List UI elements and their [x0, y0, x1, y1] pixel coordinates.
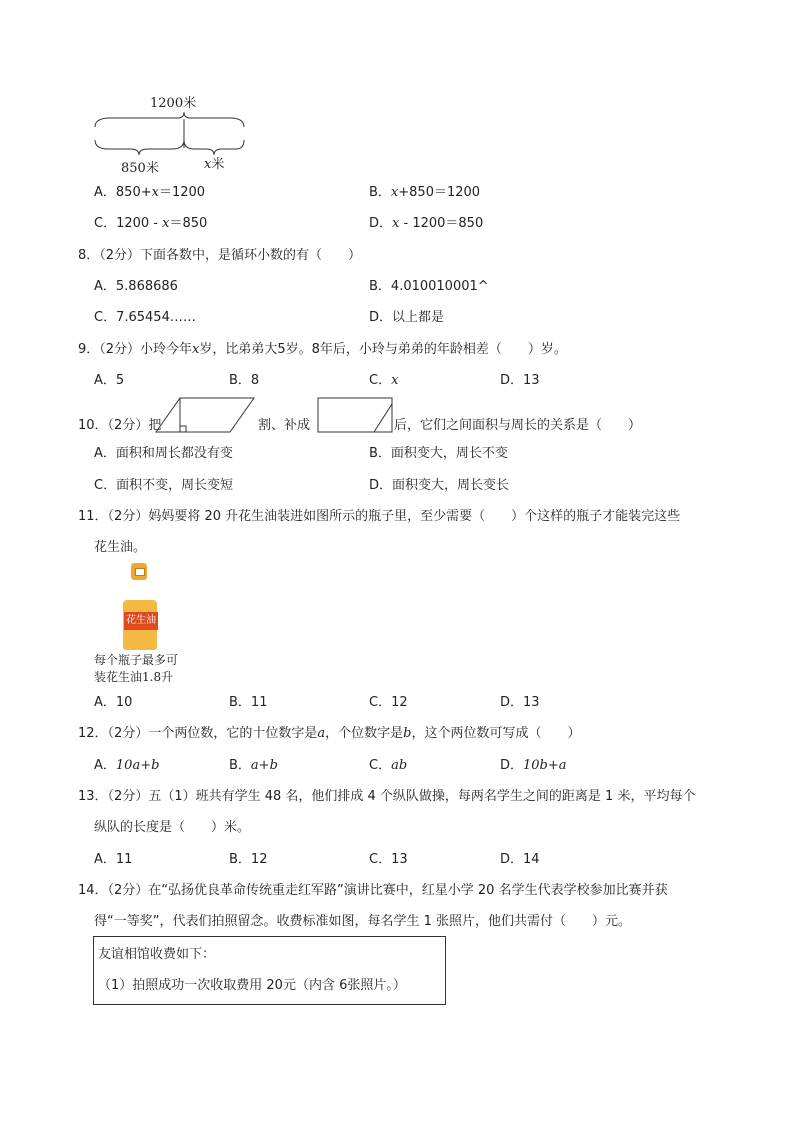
q8-option-a[interactable]: A．5.868686: [94, 279, 178, 294]
q9-option-d[interactable]: D．13: [500, 373, 540, 388]
q11-caption-line1: 每个瓶子最多可: [94, 653, 179, 667]
q12-option-b[interactable]: B．a+b: [229, 758, 278, 773]
price-box: [93, 936, 446, 1005]
q7-option-a[interactable]: A．850+x＝1200: [94, 185, 206, 200]
q10-stem-a: 10．（2分）把: [78, 418, 162, 433]
q7-total-label: 1200米: [150, 96, 197, 111]
q7-option-d[interactable]: D．x - 1200＝850: [369, 216, 484, 231]
q7-option-b[interactable]: B．x+850＝1200: [369, 185, 481, 200]
q11-option-b[interactable]: B．11: [229, 695, 268, 710]
q9-option-a[interactable]: A．5: [94, 373, 125, 388]
q13-option-a[interactable]: A．11: [94, 852, 133, 867]
q10-option-b[interactable]: B．面积变大，周长不变: [369, 446, 508, 461]
q8-option-b[interactable]: B．4.010010001^: [369, 279, 489, 294]
price-box-title: 友谊相馆收费如下：: [98, 947, 216, 962]
rectangle-shape: [318, 398, 392, 432]
q7-right-var: x: [204, 157, 212, 172]
q11-stem-line1: 11．（2分）妈妈要将 20 升花生油装进如图所示的瓶子里，至少需要（ ）个这样的瓶子才能装完这些: [78, 509, 681, 524]
q11-option-c[interactable]: C．12: [369, 695, 408, 710]
q10-option-a[interactable]: A．面积和周长都没有变: [94, 446, 233, 461]
q10-option-c[interactable]: C．面积不变，周长变短: [94, 478, 234, 493]
q14-stem-line2: 得“一等奖”，代表们拍照留念。收费标准如图，每名学生 1 张照片，他们共需付（ ）元。: [94, 914, 632, 929]
q12-option-a[interactable]: A．10a+b: [94, 758, 160, 773]
bottle-cap-inner: [135, 568, 145, 576]
q8-option-c[interactable]: C．7.65454……: [94, 310, 196, 325]
q11-option-a[interactable]: A．10: [94, 695, 133, 710]
q10-stem-c: 后，它们之间面积与周长的关系是（ ）: [394, 418, 642, 433]
q13-option-d[interactable]: D．14: [500, 852, 540, 867]
q9-option-b[interactable]: B．8: [229, 373, 260, 388]
q12-option-d[interactable]: D．10b+a: [500, 758, 567, 773]
parallelogram-shape: [156, 398, 254, 432]
q8-option-d[interactable]: D．以上都是: [369, 310, 445, 325]
q12-stem: 12．（2分）一个两位数，它的十位数字是a，个位数字是b，这个两位数可写成（ ）: [78, 726, 581, 741]
q13-stem-line2: 纵队的长度是（ ）米。: [94, 820, 251, 835]
q9-option-c[interactable]: C．x: [369, 373, 399, 388]
q12-option-c[interactable]: C．ab: [369, 758, 408, 773]
price-box-rule: （1）拍照成功一次收取费用 20元（内含 6张照片。）: [98, 978, 406, 993]
q9-stem: 9．（2分）小玲今年x岁，比弟弟大5岁。8年后，小玲与弟弟的年龄相差（ ）岁。: [78, 342, 567, 357]
q10-stem-b: 割、补成: [258, 418, 311, 433]
q11-option-d[interactable]: D．13: [500, 695, 540, 710]
q8-stem: 8．（2分）下面各数中，是循环小数的有（ ）: [78, 248, 362, 263]
q13-option-b[interactable]: B．12: [229, 852, 268, 867]
q14-stem-line1: 14．（2分）在“弘扬优良革命传统重走红军路”演讲比赛中，红星小学 20 名学生代表学校参加比赛并获: [78, 883, 668, 898]
q11-stem-line2: 花生油。: [94, 540, 147, 555]
q7-option-c[interactable]: C．1200 - x＝850: [94, 216, 208, 231]
bottle-label: 花生油: [124, 612, 158, 630]
q7-left-label: 850米: [121, 161, 159, 176]
q7-right-unit: 米: [211, 157, 225, 172]
q10-option-d[interactable]: D．面积变大，周长变长: [369, 478, 510, 493]
q11-caption-line2: 装花生油1.8升: [94, 670, 174, 684]
q13-stem-line1: 13．（2分）五（1）班共有学生 48 名，他们排成 4 个纵队做操，每两名学生之间的距离是 1 米，平均每个: [78, 789, 696, 804]
q13-option-c[interactable]: C．13: [369, 852, 408, 867]
